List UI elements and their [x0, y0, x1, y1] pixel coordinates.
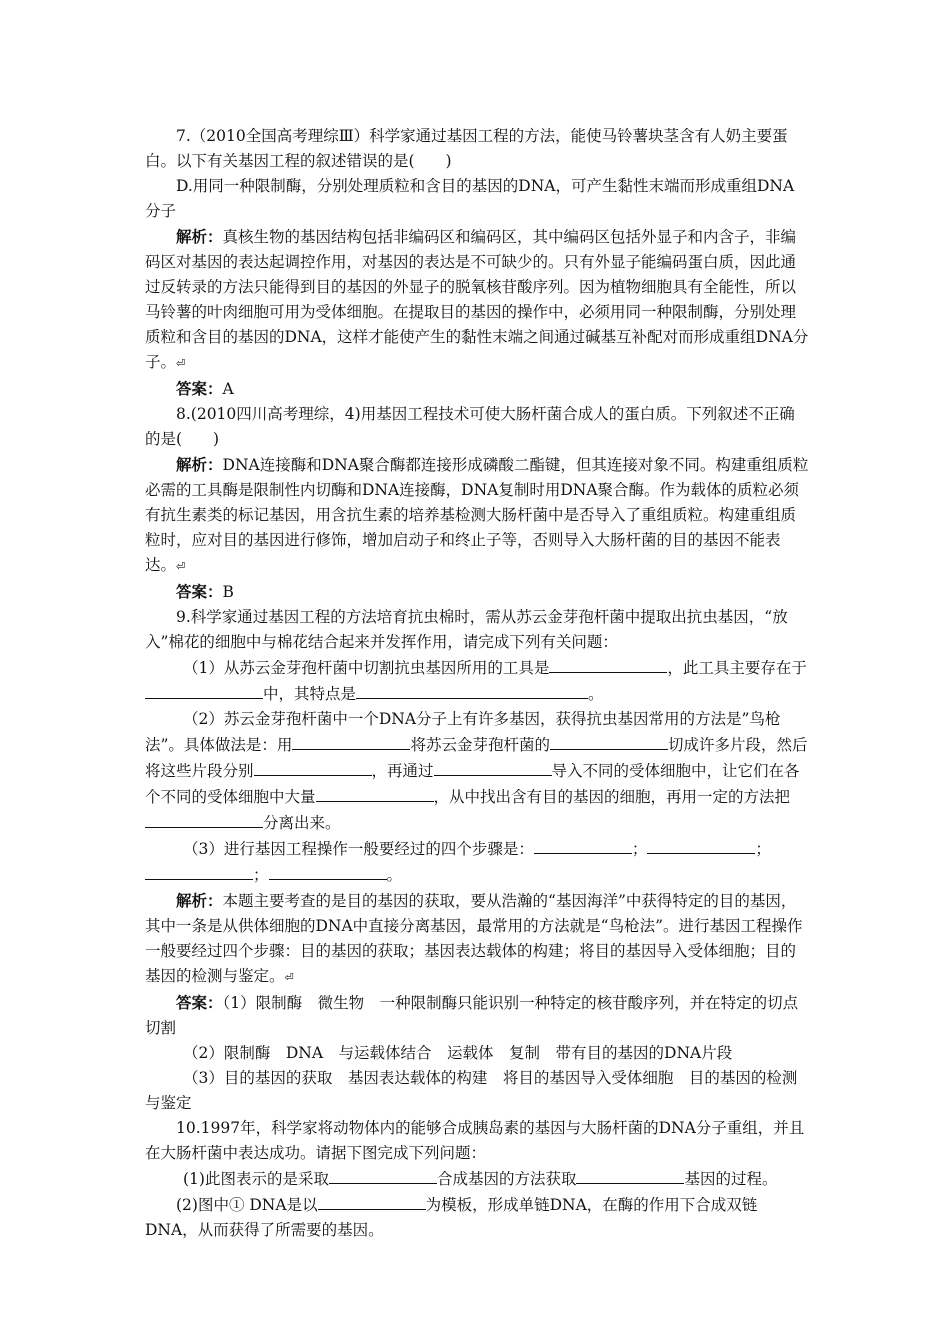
part-text: 基因的过程。 [684, 1170, 778, 1188]
part-text: 。 [588, 685, 604, 703]
part-text: (2)图中① DNA是以 [176, 1196, 318, 1214]
answer-text: B [222, 583, 234, 601]
answer-blank[interactable] [292, 732, 410, 750]
part-text: 为模板，形成单链DNA，在酶的作用下合成双链DNA，从而获得了所需要的基因。 [145, 1196, 758, 1239]
answer-blank[interactable] [647, 836, 755, 854]
part-text: ，从中找出含有目的基因的细胞，再用一定的方法把 [433, 788, 791, 806]
part-text: 导入不同的受体细胞中，让它们在各个不同的受体细胞中大量 [145, 762, 800, 806]
part-text: (1)此图表示的是采取 [183, 1170, 329, 1188]
answer-blank[interactable] [434, 758, 552, 776]
analysis-label: 解析： [176, 891, 223, 910]
question-7-option-d: D.用同一种限制酶，分别处理质粒和含目的基因的DNA，可产生黏性末端而形成重组DNA分子 [145, 177, 795, 220]
analysis-label: 解析： [176, 227, 223, 246]
answer-blank[interactable] [549, 655, 667, 673]
analysis-text: 本题主要考查的是目的基因的获取，要从浩瀚的“基因海洋”中获得特定的目的基因，其中一条是从供体细胞的DNA中直接分离基因，最常用的方法就是“鸟枪法”。进行基因工程操作一般要经过四个步骤：目的基因的获取；基因表达载体的构建；将目的基因导入受体细胞；目的基因的检测与鉴定。 [145, 892, 803, 985]
document-body [145, 124, 809, 1243]
analysis-text: 真核生物的基因结构包括非编码区和编码区，其中编码区包括外显子和内含子，非编码区对基因的表达起调控作用，对基因的表达是不可缺少的。只有外显子能编码蛋白质，因此通过反转录的方法只能得到目的基因的外显子的脱氧核苷酸序列。因为植物细胞具有全能性，所以马铃薯的叶肉细胞可用为受体细胞。在提取目的基因的操作中，必须用同一种限制酶，分别处理质粒和含目的基因的DNA，这样才能使产生的黏性末端之间通过碱基互补配对而形成重组DNA分子。 [145, 228, 809, 371]
answer-blank[interactable] [316, 784, 434, 802]
question-9-part-1 [145, 655, 809, 707]
return-mark-icon: ⏎ [176, 357, 186, 370]
answer-blank[interactable] [145, 810, 263, 828]
question-7-answer [145, 376, 809, 402]
separator: ； [755, 840, 771, 858]
part-text: ，再通过 [371, 762, 434, 780]
answer-blank[interactable] [269, 862, 387, 880]
separator: 。 [386, 866, 403, 884]
answer-blank[interactable] [145, 862, 253, 880]
part-text: 切成许多片段，然后将这些片段分别 [145, 736, 808, 780]
question-7-analysis [145, 224, 809, 376]
separator: ； [631, 840, 648, 858]
return-mark-icon: ⏎ [176, 560, 186, 573]
part-text: 合成基因的方法获取 [436, 1170, 577, 1188]
part-text: ，此工具主要存在于 [667, 659, 807, 677]
answer-blank[interactable] [534, 836, 632, 854]
separator: ； [253, 866, 269, 884]
question-10-stem: 10.1997年，科学家将动物体内的能够合成胰岛素的基因与大肠杆菌的DNA分子重组，并且在大肠杆菌中表达成功。请据下图完成下列问题： [145, 1119, 805, 1162]
part-text: （3）进行基因工程操作一般要经过的四个步骤是： [183, 840, 534, 858]
answer-label: 答案： [176, 582, 223, 601]
question-9-answer-2: （2）限制酶 DNA 与运载体结合 运载体 复制 带有目的基因的DNA片段 [183, 1044, 733, 1062]
part-text: 中，其特点是 [263, 685, 357, 703]
answer-blank[interactable] [356, 681, 588, 699]
answer-label: 答案： [176, 379, 223, 398]
question-9-part-2 [145, 707, 809, 836]
question-8-analysis [145, 452, 809, 579]
answer-blank[interactable] [254, 758, 372, 776]
question-8-stem: 8.(2010四川高考理综，4)用基因工程技术可使大肠杆菌合成人的蛋白质。下列叙述不正确的是( ) [145, 405, 795, 448]
analysis-label: 解析： [176, 455, 223, 474]
question-9-answer-3: （3）目的基因的获取 基因表达载体的构建 将目的基因导入受体细胞 目的基因的检测与鉴定 [145, 1069, 798, 1112]
part-text: 分离出来。 [263, 814, 341, 832]
question-9-stem: 9.科学家通过基因工程的方法培育抗虫棉时，需从苏云金芽孢杆菌中提取出抗虫基因，“放入”棉花的细胞中与棉花结合起来并发挥作用，请完成下列有关问题： [145, 608, 788, 651]
question-8-answer [145, 579, 809, 605]
question-9-answer [145, 990, 809, 1041]
answer-blank[interactable] [145, 681, 263, 699]
question-7-stem: 7.（2010全国高考理综Ⅲ）科学家通过基因工程的方法，能使马铃薯块茎含有人奶主要蛋白。以下有关基因工程的叙述错误的是( ) [145, 127, 788, 170]
part-text: （2）苏云金芽孢杆菌中一个DNA分子上有许多基因，获得抗虫基因常用的方法是”鸟枪法”。具体做法是：用 [145, 710, 781, 754]
answer-text: A [222, 380, 234, 398]
part-text: 将苏云金芽孢杆菌的 [410, 736, 550, 754]
analysis-text: DNA连接酶和DNA聚合酶都连接形成磷酸二酯键，但其连接对象不同。构建重组质粒必需的工具酶是限制性内切酶和DNA连接酶，DNA复制时用DNA聚合酶。作为载体的质粒必须有抗生素类的标记基因，用含抗生素的培养基检测大肠杆菌中是否导入了重组质粒。构建重组质粒时，应对目的基因进行修饰，增加启动子和终止子等，否则导入大肠杆菌的目的基因不能表达。 [145, 456, 809, 574]
answer-blank[interactable] [550, 732, 668, 750]
question-9-part-3 [145, 836, 809, 888]
answer-blank[interactable] [318, 1192, 426, 1210]
part-text: （1）从苏云金芽孢杆菌中切割抗虫基因所用的工具是 [183, 659, 550, 677]
answer-blank[interactable] [576, 1166, 684, 1184]
question-9-analysis [145, 888, 809, 990]
answer-blank[interactable] [329, 1166, 437, 1184]
question-10-part-2 [145, 1192, 809, 1243]
question-10-part-1 [145, 1166, 809, 1192]
answer-text: （1）限制酶 微生物 一种限制酶只能识别一种特定的核苷酸序列，并在特定的切点切割 [145, 994, 799, 1037]
answer-label: 答案： [176, 993, 223, 1012]
return-mark-icon: ⏎ [284, 971, 294, 984]
